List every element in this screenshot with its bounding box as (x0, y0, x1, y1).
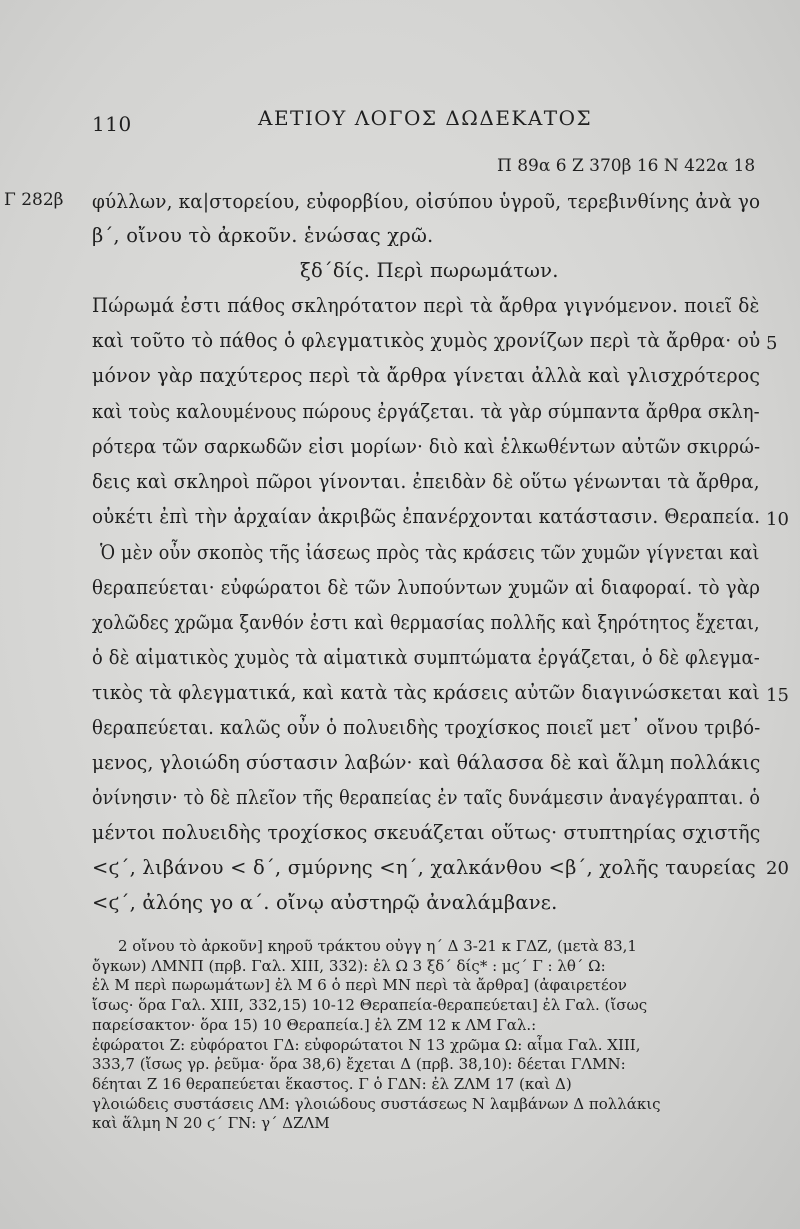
text-line: μόνον γὰρ παχύτερος περὶ τὰ ἄρθρα γίνεται ἀλλὰ καὶ γλισχρότερος (92, 364, 761, 387)
footnote-line: παρείσακτον· ὅρα 15) 10 Θεραπεία.] ἐλ ΖΜ 12 κ ΛΜ Γαλ.: (92, 1015, 537, 1034)
text-line: χολῶδες χρῶμα ξανθόν ἐστι καὶ θερμασίας πολλῆς καὶ ξηρότητος ἔχεται, (92, 611, 760, 634)
text-line: Πώρωμά ἐστι πάθος σκληρότατον περὶ τὰ ἄρθρα γιγνόμενον. ποιεῖ δὲ (92, 294, 760, 317)
text-line: οὐκέτι ἐπὶ τὴν ἀρχαίαν ἀκριβῶς ἐπανέρχονται κατάστασιν. Θεραπεία. (92, 505, 761, 528)
page-number: 110 (92, 112, 132, 136)
text-line: β΄, οἴνου τὸ ἀρκοῦν. ἑνώσας χρῶ. (92, 224, 434, 247)
text-line: θεραπεύεται. καλῶς οὖν ὁ πολυειδὴς τροχίσκος ποιεῖ μετ᾽ οἴνου τριβό- (92, 716, 761, 739)
line-number: 5 (766, 333, 778, 354)
margin-reference: Γ 282β (4, 190, 64, 210)
text-line: καὶ τοὺς καλουμένους πώρους ἐργάζεται. τὰ γὰρ σύμπαντα ἄρθρα σκλη- (92, 400, 760, 423)
text-line: ὀνίνησιν· τὸ δὲ πλεῖον τῆς θεραπείας ἐν ταῖς δυνάμεσιν ἀναγέγραπται. ὁ (92, 786, 761, 809)
text-line: μενος, γλοιώδη σύστασιν λαβών· καὶ θάλασσα δὲ καὶ ἅλμη πολλάκις (92, 751, 761, 774)
footnote-line: ἐλ Μ περὶ πωρωμάτων] ἐλ Μ 6 ὁ περὶ ΜΝ περὶ τὰ ἄρθρα] (ἀφαιρετέον (92, 976, 627, 995)
section-heading: ξδ΄δίς. Περὶ πωρωμάτων. (300, 259, 559, 282)
line-number: 10 (766, 509, 789, 530)
footnote-line: ἐφώρατοι Ζ: εὐφόρατοι ΓΔ: εὐφορώτατοι Ν 13 χρῶμα Ω: αἷμα Γαλ. XIII, (92, 1035, 641, 1054)
text-line: μέντοι πολυειδὴς τροχίσκος σκευάζεται οὕτως· στυπτηρίας σχιστῆς (92, 821, 761, 844)
line-number: 20 (766, 858, 789, 879)
text-line: θεραπεύεται· εὐφώρατοι δὲ τῶν λυπούντων χυμῶν αἱ διαφοραί. τὸ γὰρ (92, 576, 761, 599)
footnote-line: ἴσως· ὅρα Γαλ. XIII, 332,15) 10-12 Θεραπεία-θεραπεύεται] ἐλ Γαλ. (ἴσως (92, 996, 648, 1015)
running-title: ΑΕΤΙΟΥ ΛΟΓΟΣ ΔΩΔΕΚΑΤΟΣ (258, 106, 593, 130)
text-line: καὶ τοῦτο τὸ πάθος ὁ φλεγματικὸς χυμὸς χρονίζων περὶ τὰ ἄρθρα· οὐ (92, 329, 761, 352)
footnote-line: 2 οἴνου τὸ ἀρκοῦν] κηροῦ τράκτου οὐγγ η΄ Δ 3-21 κ ΓΔΖ, (μετὰ 83,1 (118, 937, 637, 955)
text-line: τικὸς τὰ φλεγματικά, καὶ κατὰ τὰς κράσεις αὐτῶν διαγινώσκεται καὶ (92, 681, 760, 704)
text-line: φύλλων, κα|στορείου, εὐφορβίου, οἰσύπου ὑγροῦ, τερεβινθίνης ἀνὰ γο (92, 190, 761, 213)
line-number: 15 (766, 685, 789, 706)
text-line: Ὁ μὲν οὖν σκοπὸς τῆς ἰάσεως πρὸς τὰς κράσεις τῶν χυμῶν γίγνεται καὶ (100, 541, 760, 564)
critical-apparatus (92, 937, 792, 1134)
text-line: ρότερα τῶν σαρκωδῶν εἰσι μορίων· διὸ καὶ ἑλκωθέντων αὐτῶν σκιρρώ- (92, 435, 761, 458)
footnote-line: ὄγκων) ΛΜΝΠ (πρβ. Γαλ. XIII, 332): ἐλ Ω 3 ξδ΄ δίς* : μϛ΄ Γ : λθ΄ Ω: (92, 956, 606, 975)
footnote-line: γλοιώδεις συστάσεις ΛΜ: γλοιώδους συστάσεως Ν λαμβάνων Δ πολλάκις (92, 1094, 661, 1113)
text-line: <ϛ΄, λιβάνου < δ΄, σμύρνης <η΄, χαλκάνθου <β΄, χολῆς ταυρείας (92, 856, 756, 879)
text-line: <ϛ΄, ἀλόης γο α΄. οἴνῳ αὐστηρῷ ἀναλάμβανε. (92, 891, 558, 914)
footnote-line: 333,7 (ἴσως γρ. ῥεῦμα· ὅρα 38,6) ἔχεται Δ (πρβ. 38,10): δέεται ΓΛΜΝ: (92, 1055, 626, 1074)
footnote-line: καὶ ἅλμη Ν 20 ϛ΄ ΓΝ: γ΄ ΔΖΛΜ (92, 1114, 330, 1133)
footnote-line: δέηται Ζ 16 θεραπεύεται ἕκαστος. Γ ὁ ΓΔΝ: ἐλ ΖΛΜ 17 (καὶ Δ) (92, 1074, 572, 1093)
text-line: δεις καὶ σκληροὶ πῶροι γίνονται. ἐπειδὰν δὲ οὕτω γένωνται τὰ ἄρθρα, (92, 470, 760, 493)
text-line: ὁ δὲ αἱματικὸς χυμὸς τὰ αἱματικὰ συμπτώματα ἐργάζεται, ὁ δὲ φλεγμα- (92, 646, 760, 669)
manuscript-references: Π 89α 6 Ζ 370β 16 Ν 422α 18 (497, 156, 756, 176)
